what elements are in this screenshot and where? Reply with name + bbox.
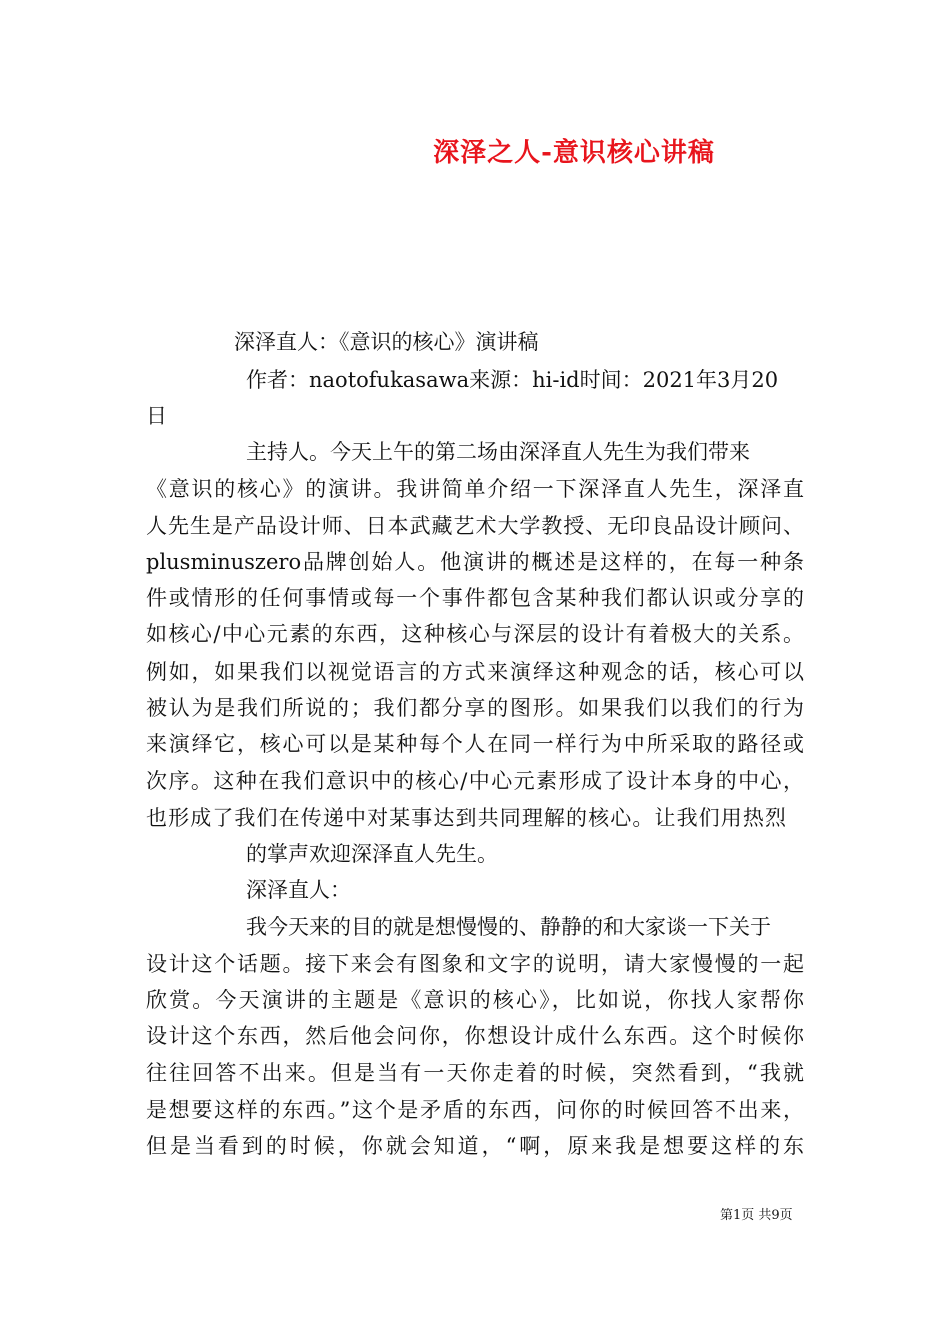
body-line: 的掌声欢迎深泽直人先生。 [246,842,498,866]
body-line: 设计这个话题。接下来会有图象和文字的说明，请大家慢慢的一起 [146,952,804,976]
page-title: 深泽之人-意识核心讲稿 [433,138,715,168]
body-line: 也形成了我们在传递中对某事达到共同理解的核心。让我们用热烈 [146,806,786,830]
body-line: 是想要这样的东西。”这个是矛盾的东西，问你的时候回答不出来， [146,1098,804,1122]
body-line: 人先生是产品设计师、日本武藏艺术大学教授、无印良品设计顾问、 [146,514,804,538]
body-line: 往往回答不出来。但是当有一天你走着的时候，突然看到，“我就 [146,1061,804,1085]
body-line: plusminuszero品牌创始人。他演讲的概述是这样的，在每一种条 [146,550,804,574]
body-line: 但是当看到的时候，你就会知道，“啊，原来我是想要这样的东 [146,1134,804,1158]
body-line: 被认为是我们所说的；我们都分享的图形。如果我们以我们的行为 [146,696,804,720]
body-line: 设计这个东西，然后他会问你，你想设计成什么东西。这个时候你 [146,1024,804,1048]
document-subtitle: 深泽直人：《意识的核心》演讲稿 [234,330,539,354]
body-line: 次序。这种在我们意识中的核心/中心元素形成了设计本身的中心， [146,769,804,793]
page-number: 第1页 共9页 [720,1208,793,1223]
body-line: 我今天来的目的就是想慢慢的、静静的和大家谈一下关于 [246,915,771,939]
body-line: 件或情形的任何事情或每一个事件都包含某种我们都认识或分享的 [146,586,804,610]
speaker-label: 深泽直人： [246,878,351,902]
byline: 作者：naotofukasawa来源：hi-id时间：2021年3月20 [246,368,779,392]
body-line: 欣赏。今天演讲的主题是《意识的核心》，比如说，你找人家帮你 [146,988,804,1012]
body-line: 如核心/中心元素的东西，这种核心与深层的设计有着极大的关系。 [146,622,804,646]
body-line: 来演绎它，核心可以是某种每个人在同一样行为中所采取的路径或 [146,732,804,756]
body-line: 主持人。今天上午的第二场由深泽直人先生为我们带来 [246,440,750,464]
byline-continuation: 日 [146,404,167,428]
body-line: 《意识的核心》的演讲。我讲简单介绍一下深泽直人先生，深泽直 [146,477,804,501]
body-line: 例如，如果我们以视觉语言的方式来演绎这种观念的话，核心可以 [146,660,804,684]
